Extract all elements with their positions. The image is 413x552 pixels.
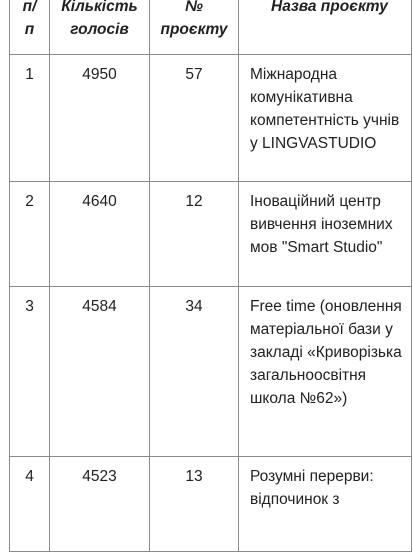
project-name-cell: Іноваційний центр вивчення іноземних мов "Smart Studio" [239,182,412,287]
header-votes: Кількість голосів [50,0,150,55]
project-name-cell: Міжнародна комунікативна компетентність учнів у LINGVASTUDIO [239,55,412,182]
votes-cell: 4950 [50,55,150,182]
votes-cell: 4523 [50,457,150,552]
row-number-cell: 2 [10,182,50,287]
votes-cell: 4584 [50,287,150,457]
row-number-cell: 4 [10,457,50,552]
table-row [10,457,412,552]
project-number-cell: 12 [150,182,239,287]
votes-cell: 4640 [50,182,150,287]
project-number-cell: 34 [150,287,239,457]
project-number-cell: 13 [150,457,239,552]
table-row [10,287,412,457]
results-table-container [9,0,412,552]
header-row-number: п/ п [10,0,50,55]
header-project-number: № проєкту [150,0,239,55]
project-name-cell: Free time (оновлення матеріальної бази у закладі «Криворізька загальноосвітня школа №62») [239,287,412,457]
table-header-row [10,0,412,55]
row-number-cell: 1 [10,55,50,182]
voting-results-table [9,0,412,552]
table-row [10,182,412,287]
project-number-cell: 57 [150,55,239,182]
project-name-cell: Розумні перерви: відпочинок з [239,457,412,552]
header-project-name: Назва проєкту [239,0,412,55]
table-row [10,55,412,182]
row-number-cell: 3 [10,287,50,457]
